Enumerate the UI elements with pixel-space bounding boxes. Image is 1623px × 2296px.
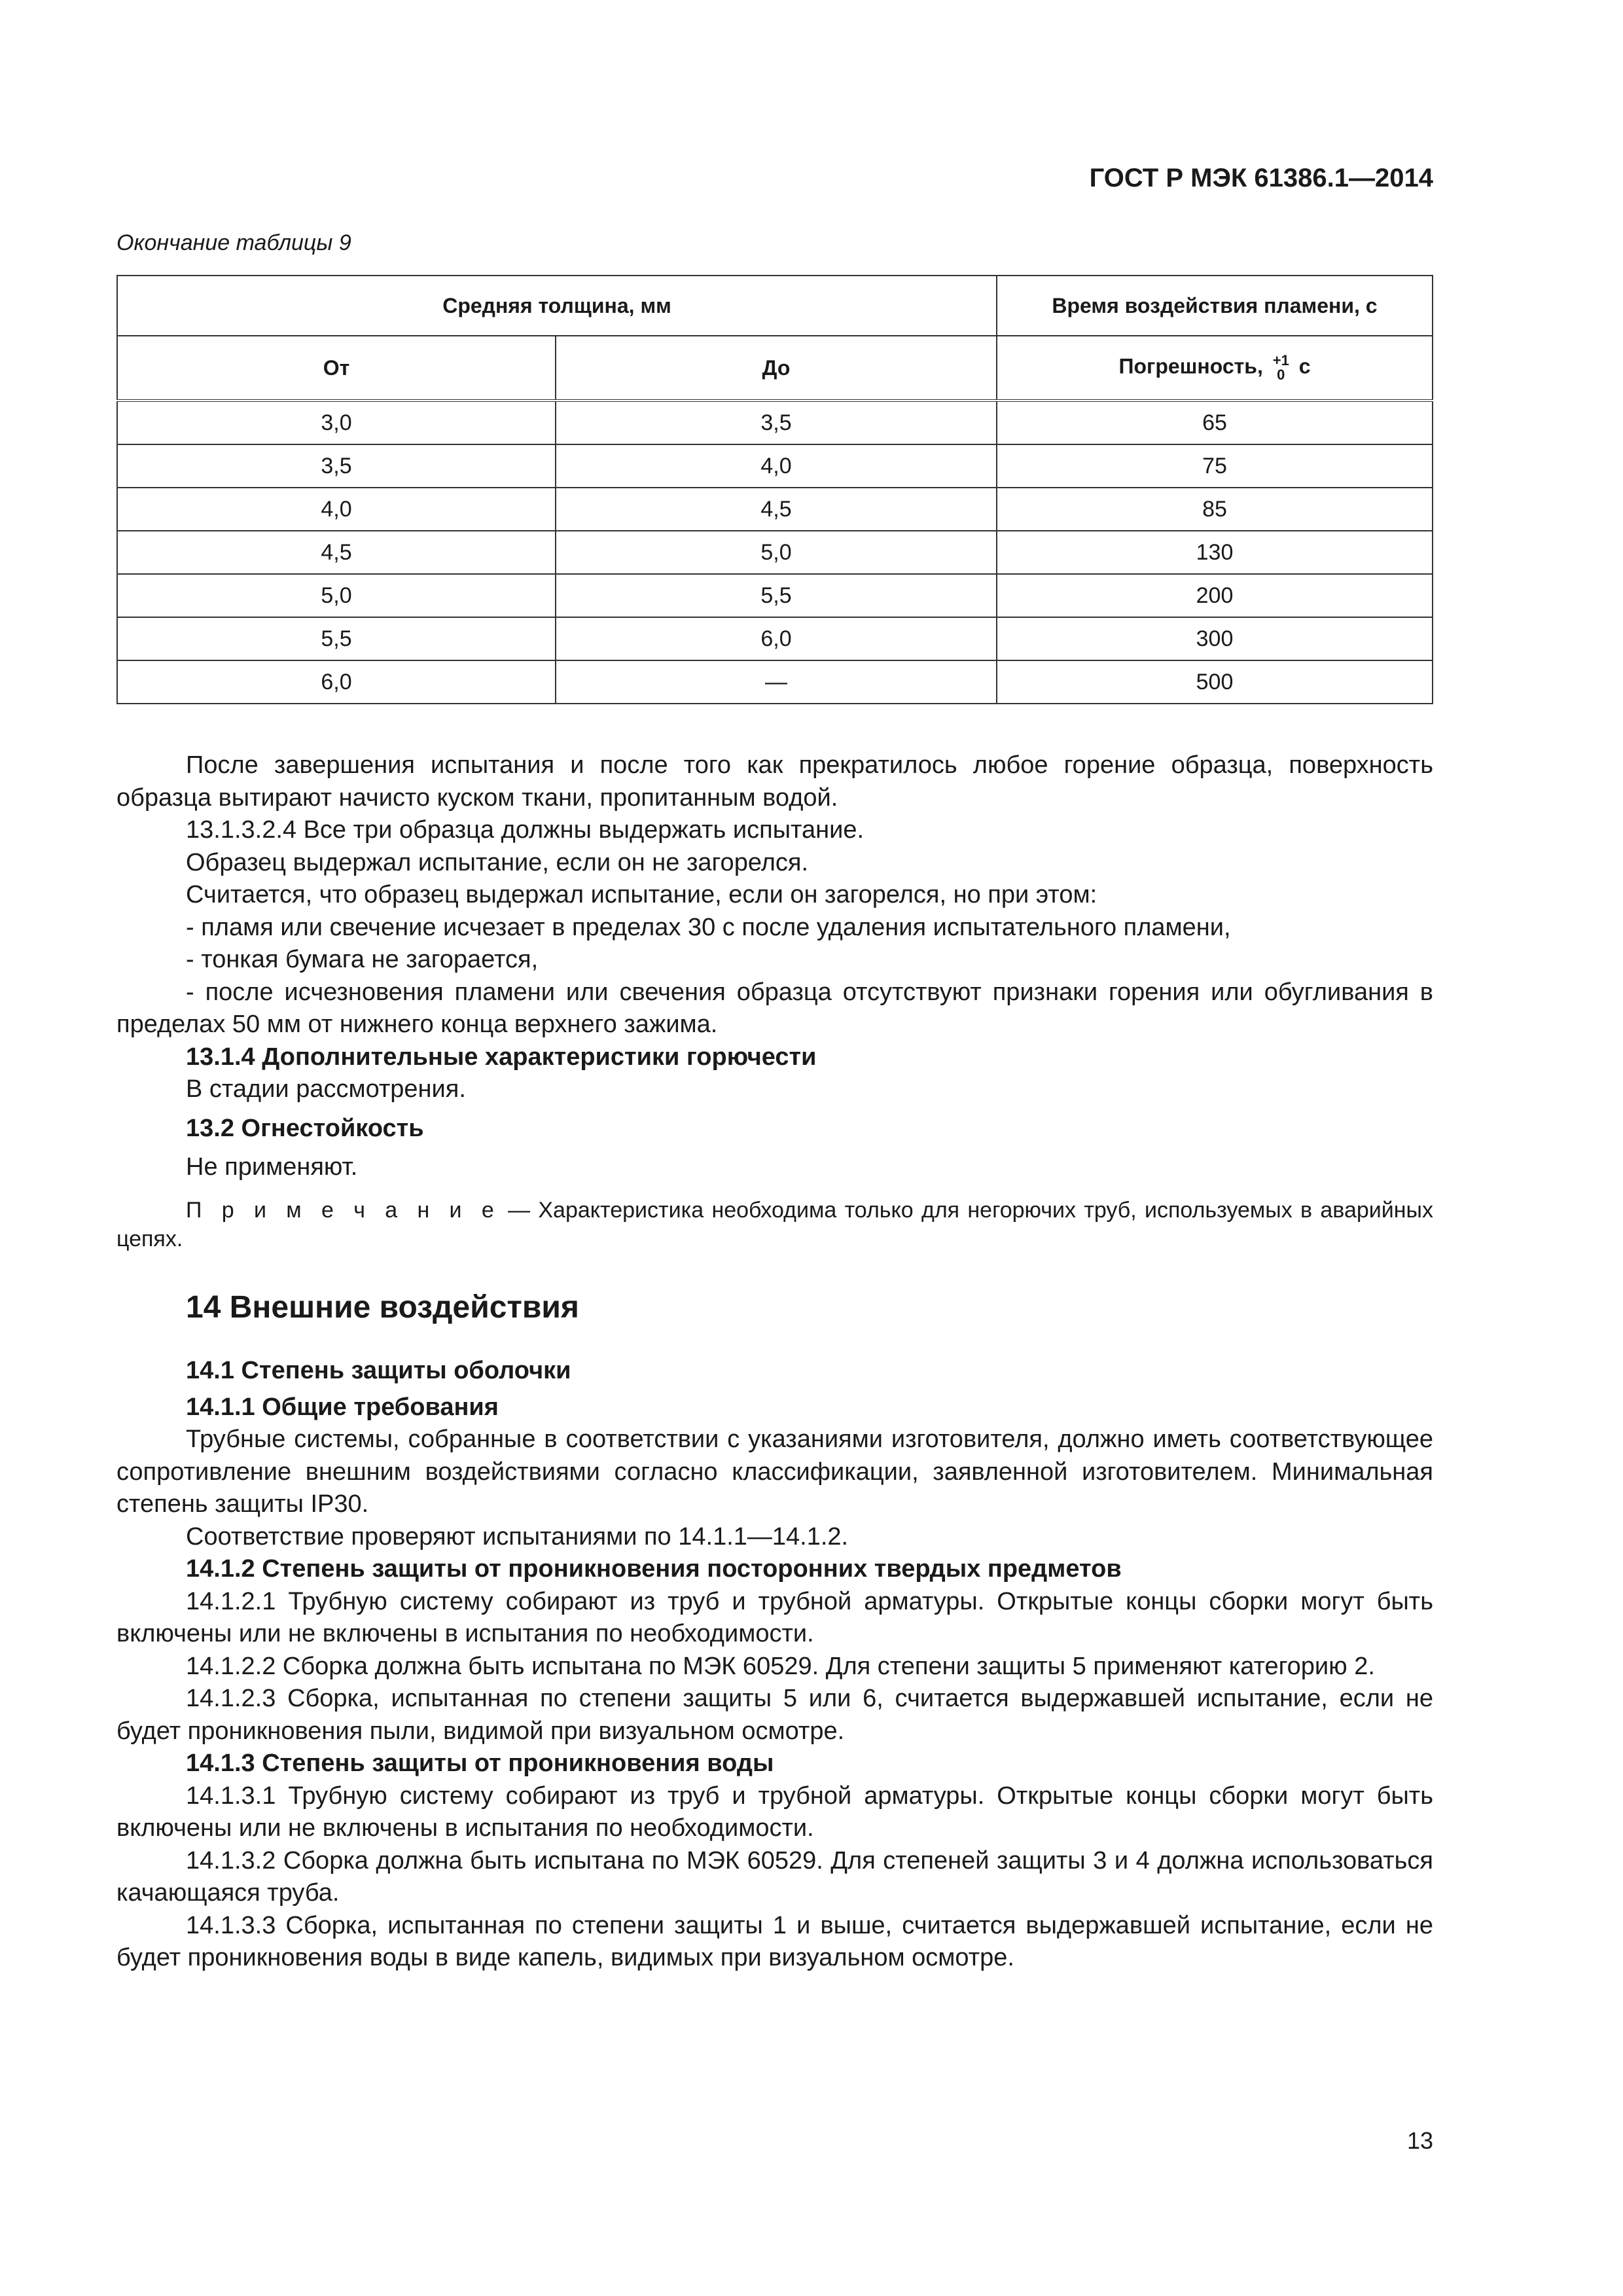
- paragraph-after-test: После завершения испытания и после того как прекратилось любое горение образца, поверхность образца вытирают начисто куском ткани, пропитанным водой.: [116, 751, 1433, 812]
- heading-14-1-2: 14.1.2 Степень защиты от проникновения посторонних твердых предметов: [186, 1555, 1122, 1583]
- paragraph-14-1-3-3: 14.1.3.3 Сборка, испытанная по степени защиты 1 и выше, считается выдержавшей испытание, если не будет проникновения воды в виде капель, видимых при визуальном осмотре.: [116, 1911, 1433, 1971]
- table-row: [117, 444, 1433, 488]
- table-subheader-row: [117, 336, 1433, 401]
- cell-time: 200: [997, 574, 1433, 617]
- table-row: [117, 401, 1433, 444]
- header-flame-time: Время воздействия пламени, с: [997, 276, 1433, 336]
- paragraph-passed: Образец выдержал испытание, если он не загорелся.: [186, 848, 809, 876]
- header-thickness: Средняя толщина, мм: [117, 276, 997, 336]
- header-to: До: [556, 336, 997, 401]
- table-caption: Окончание таблицы 9: [116, 230, 351, 255]
- cell-from: 5,5: [117, 617, 556, 660]
- table-row: [117, 660, 1433, 704]
- paragraph-14-1-1: Трубные системы, собранные в соответствии с указаниями изготовителя, должно иметь соответствующее сопротивление внешним воздействиями согласно классификации, заявленной изготовителем. Минимальная степень защиты IP30.: [116, 1426, 1433, 1518]
- cell-to: 3,5: [556, 401, 997, 444]
- table-row: [117, 531, 1433, 574]
- standard-designation: ГОСТ Р МЭК 61386.1—2014: [1089, 164, 1433, 192]
- heading-13-1-4: 13.1.4 Дополнительные характеристики горючести: [186, 1043, 817, 1071]
- paragraph-14-1-2-2: 14.1.2.2 Сборка должна быть испытана по МЭК 60529. Для степени защиты 5 применяют категорию 2.: [186, 1652, 1375, 1680]
- note-text: — Характеристика необходима только для негорючих труб, используемых в аварийных цепях.: [116, 1197, 1433, 1251]
- cell-to: 6,0: [556, 617, 997, 660]
- table-row: [117, 488, 1433, 531]
- flame-time-table: [116, 275, 1433, 704]
- cell-from: 5,0: [117, 574, 556, 617]
- tolerance-unit: с: [1298, 354, 1311, 378]
- cell-time: 85: [997, 488, 1433, 531]
- cell-time: 130: [997, 531, 1433, 574]
- cell-to: 5,0: [556, 531, 997, 574]
- paragraph-14-1-1-check: Соответствие проверяют испытаниями по 14.1.1—14.1.2.: [186, 1522, 849, 1551]
- heading-14-1-1: 14.1.1 Общие требования: [186, 1393, 499, 1421]
- list-item-paper: - тонкая бумага не загорается,: [186, 946, 539, 973]
- header-tolerance: [997, 336, 1433, 401]
- tolerance-limits: [1273, 353, 1289, 382]
- page-number: 13: [1406, 2127, 1433, 2154]
- note-label: П р и м е ч а н и е: [186, 1197, 500, 1223]
- paragraph-14-1-2-3: 14.1.2.3 Сборка, испытанная по степени защиты 5 или 6, считается выдержавшей испытание, если не будет проникновения пыли, видимой при визуальном осмотре.: [116, 1685, 1433, 1745]
- heading-14: 14 Внешние воздействия: [186, 1289, 579, 1325]
- cell-from: 3,5: [117, 444, 556, 488]
- heading-13-2: 13.2 Огнестойкость: [186, 1114, 424, 1142]
- paragraph-considered: Считается, что образец выдержал испытание, если он загорелся, но при этом:: [186, 881, 1097, 908]
- cell-time: 75: [997, 444, 1433, 488]
- cell-from: 4,5: [117, 531, 556, 574]
- cell-to: 4,5: [556, 488, 997, 531]
- heading-14-1-3: 14.1.3 Степень защиты от проникновения воды: [186, 1749, 774, 1777]
- cell-to: 5,5: [556, 574, 997, 617]
- paragraph-13-2: Не применяют.: [186, 1153, 358, 1181]
- table-row: [117, 617, 1433, 660]
- cell-to: —: [556, 660, 997, 704]
- cell-to: 4,0: [556, 444, 997, 488]
- cell-from: 4,0: [117, 488, 556, 531]
- cell-from: 6,0: [117, 660, 556, 704]
- heading-14-1: 14.1 Степень защиты оболочки: [186, 1357, 571, 1384]
- tolerance-upper: +1: [1272, 352, 1289, 368]
- cell-time: 300: [997, 617, 1433, 660]
- cell-from: 3,0: [117, 401, 556, 444]
- cell-time: 500: [997, 660, 1433, 704]
- list-item-after-flame: - после исчезновения пламени или свечения образца отсутствуют признаки горения или обугливания в пределах 50 мм от нижнего конца верхнего зажима.: [116, 978, 1433, 1038]
- table-header-row: [117, 276, 1433, 336]
- document-body: [116, 749, 1433, 1975]
- paragraph-13-1-3-2-4: 13.1.3.2.4 Все три образца должны выдержать испытание.: [186, 816, 865, 844]
- table-row: [117, 574, 1433, 617]
- list-item-flame: - пламя или свечение исчезает в пределах 30 с после удаления испытательного пламени,: [186, 913, 1231, 941]
- tolerance-label: Погрешность,: [1118, 354, 1263, 378]
- tolerance-lower: 0: [1277, 367, 1285, 383]
- paragraph-13-1-4: В стадии рассмотрения.: [186, 1075, 466, 1103]
- header-from: От: [117, 336, 556, 401]
- note: [116, 1196, 1433, 1253]
- paragraph-14-1-3-1: 14.1.3.1 Трубную систему собирают из труб и трубной арматуры. Открытые концы сборки могут быть включены или не включены в испытания по необходимости.: [116, 1782, 1433, 1842]
- paragraph-14-1-3-2: 14.1.3.2 Сборка должна быть испытана по МЭК 60529. Для степеней защиты 3 и 4 должна использоваться качающаяся труба.: [116, 1846, 1433, 1907]
- cell-time: 65: [997, 401, 1433, 444]
- paragraph-14-1-2-1: 14.1.2.1 Трубную систему собирают из труб и трубной арматуры. Открытые концы сборки могут быть включены или не включены в испытания по необходимости.: [116, 1587, 1433, 1647]
